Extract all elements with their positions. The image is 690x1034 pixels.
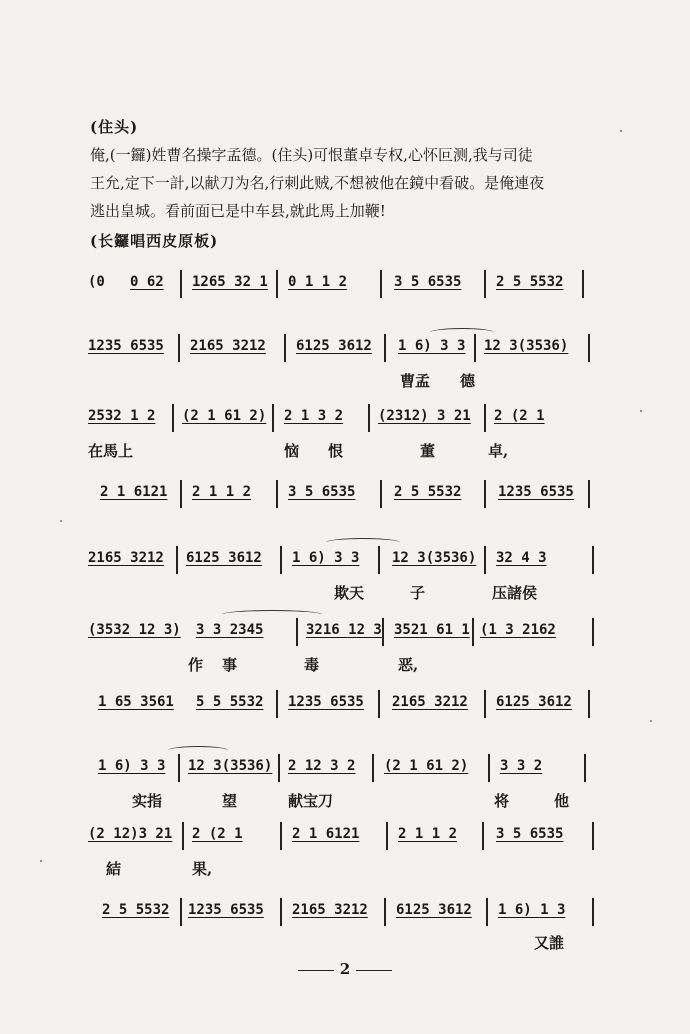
- barline: [472, 618, 474, 646]
- barline: [182, 822, 184, 850]
- barline: [582, 270, 584, 298]
- barline: [592, 546, 594, 574]
- barline: [588, 334, 590, 362]
- barline: [592, 822, 594, 850]
- dialogue-line-2: 王允,定下一計,以献刀为名,行刺此贼,不想被他在鏡中看破。是俺連夜: [90, 174, 545, 192]
- measure: 5 5 5532: [196, 694, 264, 710]
- measure: 2 12 3 2: [288, 758, 356, 774]
- speck: [650, 720, 652, 722]
- measure: 2165 3212: [292, 902, 368, 918]
- barline: [178, 754, 180, 782]
- lyrics-row-8: [88, 790, 608, 812]
- barline: [484, 480, 486, 508]
- measure: 2 (2 1: [192, 826, 243, 842]
- lyric: 事: [222, 656, 238, 674]
- measure: 6125 3612: [186, 550, 262, 566]
- lyric: 将: [494, 792, 510, 810]
- lyric: 結: [106, 860, 122, 878]
- notation-row-6: [88, 622, 608, 644]
- measure: 1 65 3561: [98, 694, 174, 710]
- measure: 2 5 5532: [394, 484, 462, 500]
- barline: [180, 270, 182, 298]
- barline: [482, 822, 484, 850]
- barline: [276, 270, 278, 298]
- notation-row-7: [88, 694, 608, 716]
- barline: [386, 822, 388, 850]
- lyrics-row-5: [88, 582, 608, 604]
- measure: (2 1 61 2): [384, 758, 469, 774]
- aria-heading: (长鑼唱西皮原板): [90, 232, 219, 250]
- barline: [276, 690, 278, 718]
- speck: [640, 410, 642, 412]
- measure: 3 3 2345: [196, 622, 264, 638]
- lyric: 董: [420, 442, 436, 460]
- lyrics-row-9: [88, 858, 608, 880]
- lyric: 恶,: [398, 656, 419, 674]
- measure: 2 1 3 2: [284, 408, 344, 424]
- lyric: 恼: [284, 442, 300, 460]
- barline: [280, 822, 282, 850]
- measure: 2165 3212: [392, 694, 468, 710]
- footer-dash: [298, 970, 334, 971]
- footer-dash: [356, 970, 392, 971]
- barline: [180, 480, 182, 508]
- barline: [296, 618, 298, 646]
- speck: [60, 520, 62, 522]
- lyric: 望: [222, 792, 238, 810]
- measure: 1 6) 3 3: [98, 758, 166, 774]
- measure: (1 3 2162: [480, 622, 556, 638]
- slur: [430, 328, 494, 337]
- lyric: 果,: [192, 860, 213, 878]
- measure: 3 5 6535: [288, 484, 356, 500]
- speck: [40, 860, 42, 862]
- measure: 3 5 6535: [394, 274, 462, 290]
- barline: [486, 898, 488, 926]
- barline: [178, 334, 180, 362]
- barline: [278, 754, 280, 782]
- barline: [380, 270, 382, 298]
- measure: 3 5 6535: [496, 826, 564, 842]
- lyric: 在馬上: [88, 442, 134, 460]
- lyrics-row-10: [88, 932, 608, 954]
- measure: 1235 6535: [88, 338, 164, 354]
- measure: 1235 6535: [288, 694, 364, 710]
- measure: (2 1 61 2): [182, 408, 267, 424]
- measure: (2 12)3 21: [88, 826, 173, 842]
- barline: [382, 618, 384, 646]
- notation-row-5: [88, 550, 608, 572]
- measure: 2 1 1 2: [398, 826, 458, 842]
- notation-row-8: [88, 758, 608, 780]
- barline: [484, 690, 486, 718]
- measure: 2 5 5532: [102, 902, 170, 918]
- measure: 0 62: [130, 274, 164, 290]
- measure: 1 6) 1 3: [498, 902, 566, 918]
- lyric: 他: [554, 792, 570, 810]
- barline: [284, 334, 286, 362]
- lyric: 又誰: [534, 934, 565, 952]
- measure: 6125 3612: [396, 902, 472, 918]
- barline: [380, 480, 382, 508]
- notation-row-3: [88, 408, 608, 430]
- barline: [484, 546, 486, 574]
- lyric: 曹孟: [400, 372, 431, 390]
- measure: 1235 6535: [188, 902, 264, 918]
- barline: [378, 690, 380, 718]
- barline: [474, 334, 476, 362]
- measure: 1 6) 3 3: [398, 338, 466, 354]
- lyric: 压諸侯: [492, 584, 538, 602]
- measure: 2532 1 2: [88, 408, 156, 424]
- barline: [272, 404, 274, 432]
- lyric: 子: [410, 584, 426, 602]
- barline: [378, 546, 380, 574]
- notation-row-10: [88, 902, 608, 924]
- measure: 12 3(3536): [392, 550, 477, 566]
- lyrics-row-2: [88, 370, 608, 392]
- measure: 1265 32 1: [192, 274, 268, 290]
- measure: 2 1 1 2: [192, 484, 252, 500]
- lyric: 献宝刀: [288, 792, 334, 810]
- measure: 2 5 5532: [496, 274, 564, 290]
- measure: (2312) 3 21: [378, 408, 471, 424]
- barline: [368, 404, 370, 432]
- barline: [384, 898, 386, 926]
- slur: [168, 746, 228, 755]
- measure: 2 1 6121: [100, 484, 168, 500]
- measure: 3521 61 1: [394, 622, 470, 638]
- slur: [326, 538, 400, 547]
- measure: 12 3(3536): [188, 758, 273, 774]
- lyric: 欺天: [334, 584, 365, 602]
- lyric: 实指: [132, 792, 163, 810]
- measure: 2 1 6121: [292, 826, 360, 842]
- measure: 6125 3612: [496, 694, 572, 710]
- notation-row-4: [88, 484, 608, 506]
- lyrics-row-3: [88, 440, 608, 462]
- lyric: 德: [460, 372, 476, 390]
- barline: [584, 754, 586, 782]
- speck: [620, 130, 622, 132]
- measure: 2165 3212: [88, 550, 164, 566]
- notation-row-9: [88, 826, 608, 848]
- dialogue-line-1: 俺,(一鑼)姓曹名操字孟德。(住头)可恨董卓专权,心怀叵测,我与司徒: [90, 146, 533, 164]
- notation-row-1: [88, 274, 608, 296]
- dialogue-line-3: 逃出皇城。看前面已是中车县,就此馬上加鞭!: [90, 202, 386, 220]
- barline: [488, 754, 490, 782]
- notation-row-2: [88, 338, 608, 360]
- measure: 3 3 2: [500, 758, 543, 774]
- barline: [484, 270, 486, 298]
- page-number-text: 2: [339, 960, 351, 978]
- measure: (0: [88, 274, 105, 290]
- measure: 2165 3212: [190, 338, 266, 354]
- measure: 32 4 3: [496, 550, 547, 566]
- barline: [276, 480, 278, 508]
- lyric: 卓,: [488, 442, 509, 460]
- barline: [588, 480, 590, 508]
- measure: 6125 3612: [296, 338, 372, 354]
- measure: 0 1 1 2: [288, 274, 348, 290]
- lyric: 恨: [328, 442, 344, 460]
- barline: [588, 690, 590, 718]
- measure: 12 3(3536): [484, 338, 569, 354]
- page-number: [0, 960, 690, 978]
- lyrics-row-6: [88, 654, 608, 676]
- measure: 3216 12 3: [306, 622, 382, 638]
- lyric: 作: [188, 656, 204, 674]
- barline: [180, 898, 182, 926]
- measure: (3532 12 3): [88, 622, 181, 638]
- stage-direction-1: (住头): [90, 118, 139, 136]
- barline: [280, 546, 282, 574]
- measure: 1 6) 3 3: [292, 550, 360, 566]
- barline: [280, 898, 282, 926]
- lyric: 毒: [304, 656, 320, 674]
- barline: [372, 754, 374, 782]
- barline: [592, 898, 594, 926]
- barline: [176, 546, 178, 574]
- slur: [222, 610, 322, 619]
- barline: [172, 404, 174, 432]
- measure: 1235 6535: [498, 484, 574, 500]
- barline: [384, 334, 386, 362]
- barline: [484, 404, 486, 432]
- measure: 2 (2 1: [494, 408, 545, 424]
- barline: [592, 618, 594, 646]
